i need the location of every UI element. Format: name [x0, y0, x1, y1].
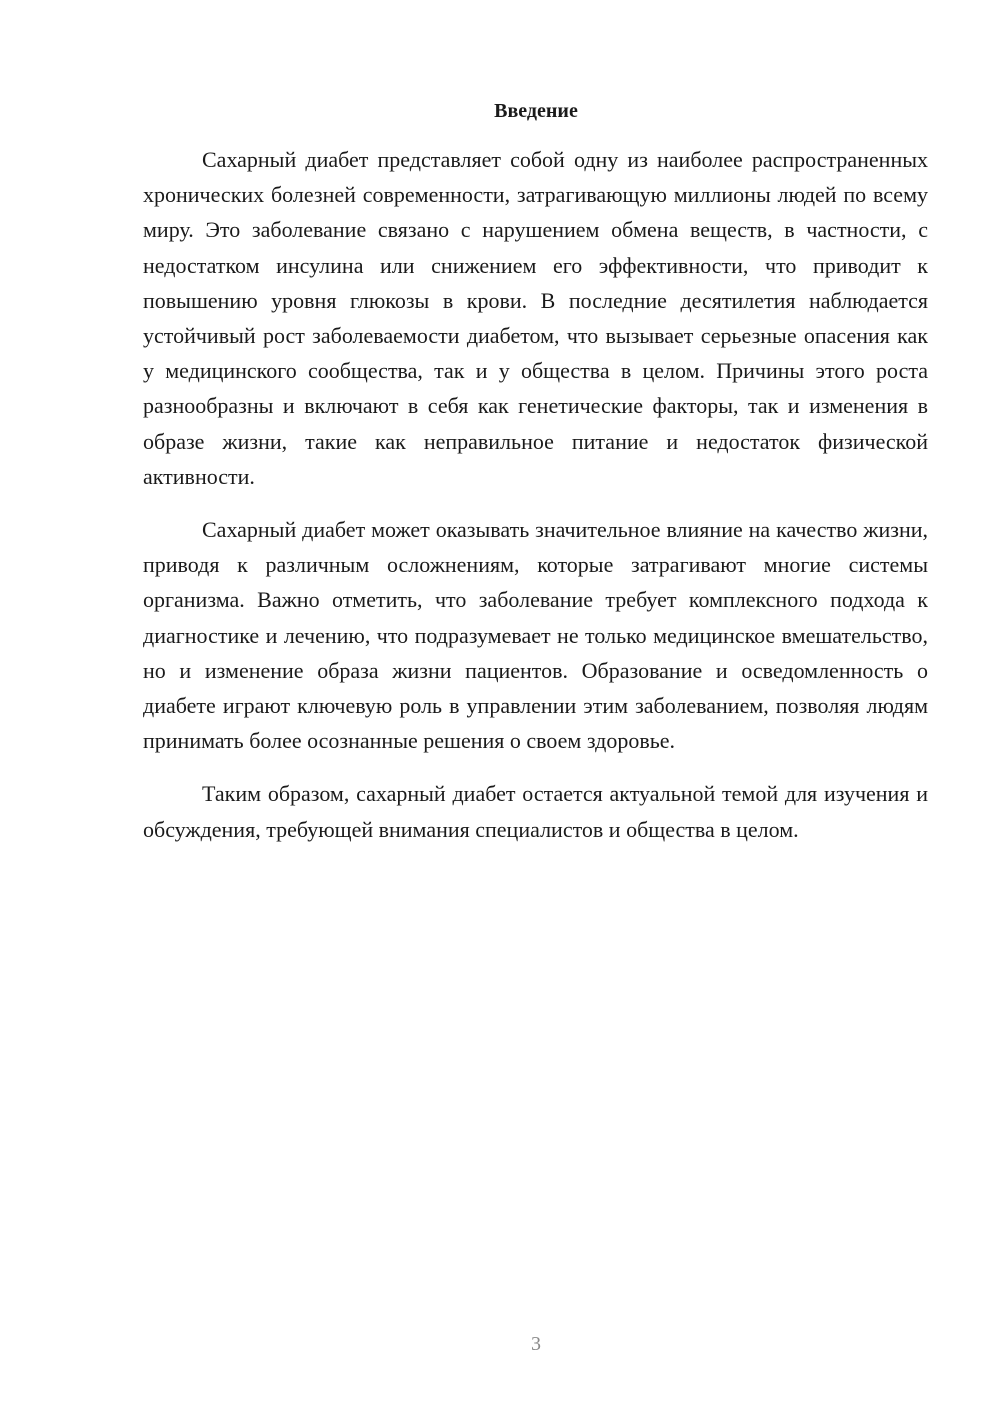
- paragraph-3: Таким образом, сахарный диабет остается актуальной темой для изучения и обсуждения, требующей внимания специалистов и общества в целом.: [143, 781, 928, 842]
- paragraph-2: Сахарный диабет может оказывать значительное влияние на качество жизни, приводя к различным осложнениям, которые затрагивают многие системы организма. Важно отметить, что заболевание требует комплексного подхода к диагностике и лечению, что подразумевает не только медицинское вмешательство, но и изменение образа жизни пациентов. Образование и осведомленность о диабете играют ключевую роль в управлении этим заболеванием, позволяя людям принимать более осознанные решения о своем здоровье.: [143, 517, 928, 754]
- paragraph-1: Сахарный диабет представляет собой одну из наиболее распространенных хронических болезней современности, затрагивающую миллионы людей по всему миру. Это заболевание связано с нарушением обмена веществ, в частности, с недостатком инсулина или снижением его эффективности, что приводит к повышению уровня глюкозы в крови. В последние десятилетия наблюдается устойчивый рост заболеваемости диабетом, что вызывает серьезные опасения как у медицинского сообщества, так и у общества в целом. Причины этого роста разнообразны и включают в себя как генетические факторы, так и изменения в образе жизни, такие как неправильное питание и недостаток физической активности.: [143, 147, 928, 489]
- document-body: [143, 142, 928, 865]
- page-number: 3: [531, 1333, 541, 1355]
- section-heading: Введение: [494, 100, 578, 122]
